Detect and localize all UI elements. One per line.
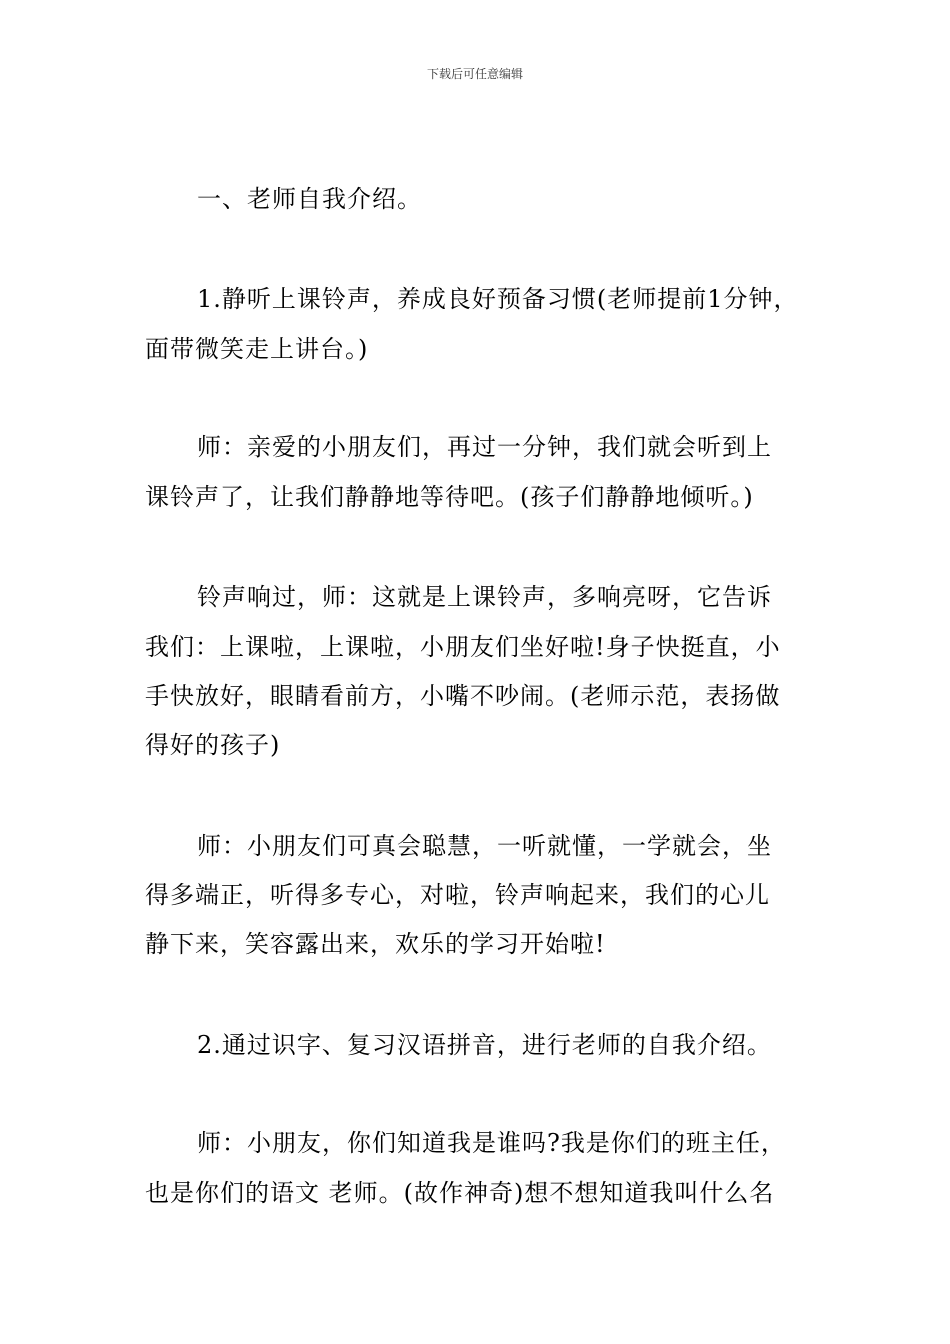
paragraph-line: 1.静听上课铃声，养成良好预备习惯(老师提前1分钟， (197, 285, 799, 313)
paragraph-line: 2.通过识字、复习汉语拼音，进行老师的自我介绍。 (197, 1031, 772, 1059)
paragraph-line: 师：小朋友，你们知道我是谁吗?我是你们的班主任， (197, 1129, 786, 1157)
paragraph-line: 手快放好，眼睛看前方，小嘴不吵闹。(老师示范，表扬做 (145, 682, 781, 710)
paragraph-line: 师：小朋友们可真会聪慧，一听就懂，一学就会，坐 (197, 832, 772, 860)
paragraph-line: 得好的孩子) (145, 731, 281, 759)
paragraph-line: 铃声响过，师：这就是上课铃声，多响亮呀，它告诉 (197, 583, 772, 611)
section-heading: 一、老师自我介绍。 (197, 185, 422, 213)
paragraph-line: 得多端正，听得多专心，对啦，铃声响起来，我们的心儿 (145, 881, 770, 909)
paragraph-line: 我们：上课啦，上课啦，小朋友们坐好啦!身子快挺直，小 (145, 633, 781, 661)
paragraph-line: 课铃声了，让我们静静地等待吧。(孩子们静静地倾听。) (145, 483, 754, 511)
paragraph-line: 面带微笑走上讲台。) (145, 335, 369, 363)
header-note: 下载后可任意编辑 (426, 67, 523, 81)
paragraph-line: 也是你们的语文 老师。(故作神奇)想不想知道我叫什么名 (145, 1179, 775, 1207)
paragraph-line: 师：亲爱的小朋友们，再过一分钟，我们就会听到上 (197, 433, 772, 461)
paragraph-line: 静下来，笑容露出来，欢乐的学习开始啦! (145, 930, 606, 958)
